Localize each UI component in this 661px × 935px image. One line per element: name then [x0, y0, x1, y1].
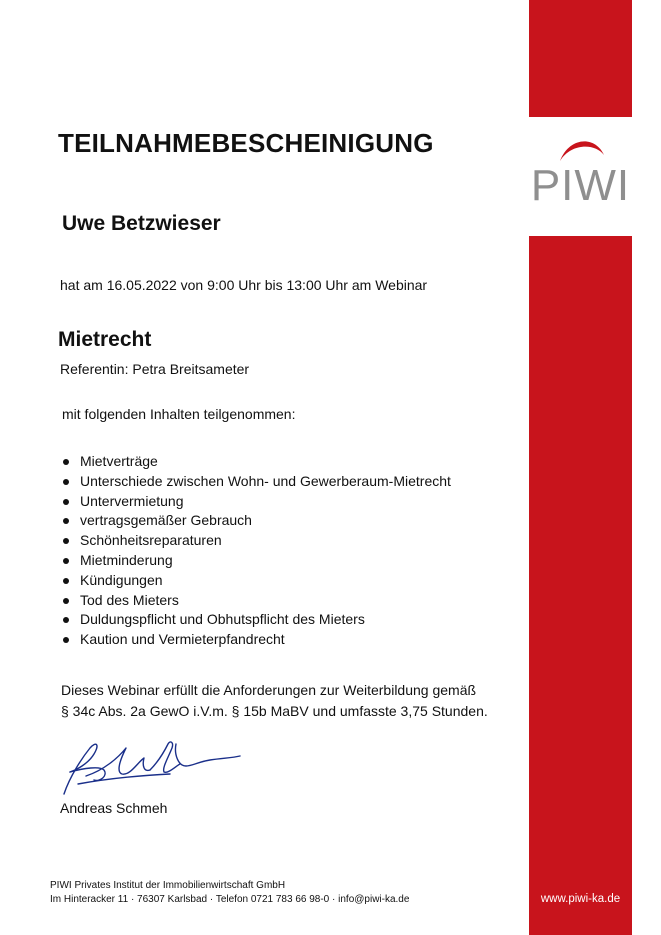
- topic-item: Duldungspflicht und Obhutspflicht des Mieters: [62, 610, 451, 630]
- logo-text: PIWI: [530, 161, 631, 210]
- logo-arc-icon: [557, 131, 607, 165]
- speaker-line: Referentin: Petra Breitsameter: [60, 361, 250, 377]
- topic-item: Mietminderung: [62, 551, 451, 571]
- certificate-title: TEILNAHMEBESCHEINIGUNG: [58, 128, 434, 158]
- topic-item: Tod des Mieters: [62, 591, 451, 611]
- topics-list: [62, 452, 451, 650]
- sidebar-red-top: [529, 0, 632, 117]
- sidebar-red-bottom: [529, 236, 632, 935]
- intro-line: mit folgenden Inhalten teilgenommen:: [62, 406, 296, 422]
- topic-item: Schönheitsreparaturen: [62, 531, 451, 551]
- statement-line: § 34c Abs. 2a GewO i.V.m. § 15b MaBV und umfasste 3,75 Stunden.: [61, 703, 488, 719]
- topic-item: Unterschiede zwischen Wohn- und Gewerberaum-Mietrecht: [62, 472, 451, 492]
- signer-name: Andreas Schmeh: [60, 800, 168, 816]
- topic-item: Kaution und Vermieterpfandrecht: [62, 630, 451, 650]
- topic-item: Untervermietung: [62, 492, 451, 512]
- date-line: hat am 16.05.2022 von 9:00 Uhr bis 13:00 Uhr am Webinar: [60, 277, 428, 293]
- topic-item: Kündigungen: [62, 571, 451, 591]
- topic-item: vertragsgemäßer Gebrauch: [62, 511, 451, 531]
- website-link[interactable]: www.piwi-ka.de: [540, 893, 621, 905]
- course-title: Mietrecht: [58, 328, 152, 351]
- signature-image: [60, 736, 245, 798]
- statement-line: Dieses Webinar erfüllt die Anforderungen zur Weiterbildung gemäß: [61, 682, 477, 698]
- statement: [61, 680, 488, 722]
- footer-company: PIWI Privates Institut der Immobilienwirtschaft GmbH: [50, 880, 286, 891]
- participant-name: Uwe Betzwieser: [62, 212, 221, 235]
- footer-address: Im Hinteracker 11 · 76307 Karlsbad · Telefon 0721 783 66 98-0 · info@piwi-ka.de: [50, 894, 410, 905]
- topic-item: Mietverträge: [62, 452, 451, 472]
- footer: [50, 879, 409, 907]
